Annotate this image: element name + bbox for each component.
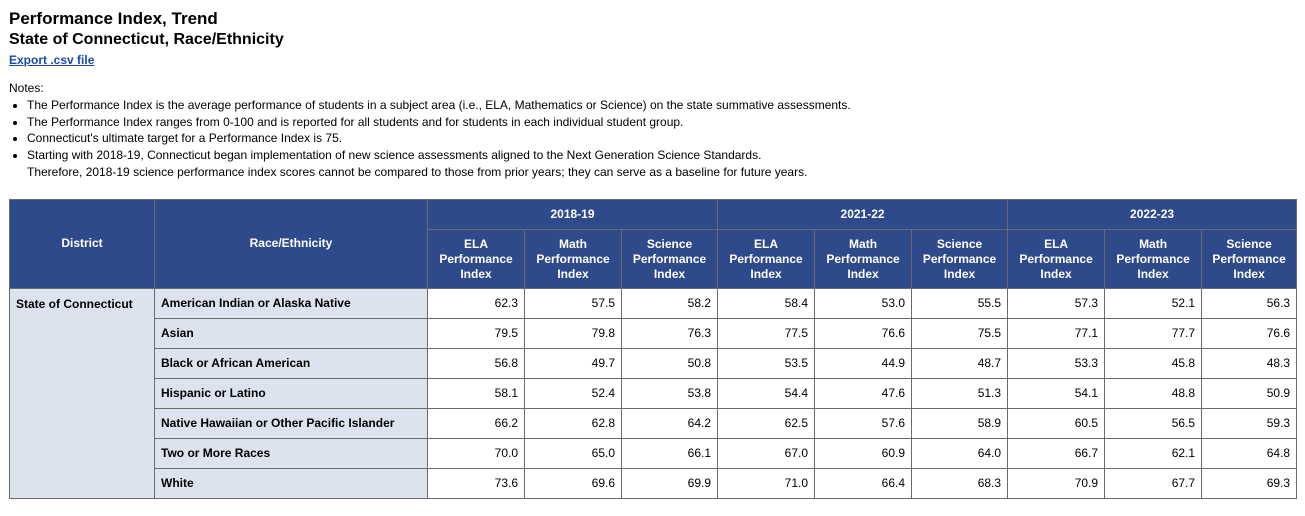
race-cell: Black or African American xyxy=(155,348,428,378)
table-row xyxy=(10,348,1297,378)
value-cell: 58.9 xyxy=(912,408,1008,438)
header-line: Performance xyxy=(729,251,803,266)
header-science-performance-index xyxy=(912,230,1008,288)
value-cell: 53.0 xyxy=(815,288,912,318)
value-cell: 58.1 xyxy=(428,378,525,408)
header-line: Science xyxy=(646,236,693,251)
notes-list xyxy=(9,97,1296,181)
header-year: 2022-23 xyxy=(1008,199,1297,230)
value-cell: 77.7 xyxy=(1105,318,1202,348)
header-district: District xyxy=(10,199,155,288)
value-cell: 69.6 xyxy=(525,468,622,498)
header-line: Index xyxy=(1137,266,1169,281)
value-cell: 57.3 xyxy=(1008,288,1105,318)
value-cell: 56.8 xyxy=(428,348,525,378)
value-cell: 59.3 xyxy=(1202,408,1297,438)
header-ela-performance-index xyxy=(1008,230,1105,288)
value-cell: 68.3 xyxy=(912,468,1008,498)
value-cell: 77.1 xyxy=(1008,318,1105,348)
note-text: Starting with 2018-19, Connecticut began implementation of new science assessments aligned to the Next Generation Science Standards. xyxy=(27,148,762,163)
header-math-performance-index xyxy=(1105,230,1202,288)
value-cell: 66.7 xyxy=(1008,438,1105,468)
header-year: 2018-19 xyxy=(428,199,718,230)
value-cell: 64.8 xyxy=(1202,438,1297,468)
value-cell: 76.6 xyxy=(1202,318,1297,348)
header-line: Performance xyxy=(1019,251,1093,266)
page-subtitle: State of Connecticut, Race/Ethnicity xyxy=(9,31,284,48)
value-cell: 75.5 xyxy=(912,318,1008,348)
header-math-performance-index xyxy=(525,230,622,288)
header-race-ethnicity: Race/Ethnicity xyxy=(155,199,428,288)
value-cell: 56.3 xyxy=(1202,288,1297,318)
value-cell: 52.4 xyxy=(525,378,622,408)
note-item: • Connecticut's ultimate target for a Performance Index is 75. xyxy=(27,130,1296,147)
value-cell: 65.0 xyxy=(525,438,622,468)
value-cell: 64.0 xyxy=(912,438,1008,468)
header-line: Performance xyxy=(922,251,997,266)
race-cell: American Indian or Alaska Native xyxy=(155,288,428,318)
header-line: Performance xyxy=(1212,251,1286,266)
value-cell: 57.6 xyxy=(815,408,912,438)
page-title: Performance Index, Trend xyxy=(9,9,218,28)
value-cell: 64.2 xyxy=(622,408,718,438)
header-line: Index xyxy=(1040,266,1072,281)
value-cell: 54.4 xyxy=(718,378,815,408)
note-item xyxy=(27,147,1296,181)
header-line: Index xyxy=(750,266,782,281)
value-cell: 62.3 xyxy=(428,288,525,318)
value-cell: 48.3 xyxy=(1202,348,1297,378)
value-cell: 56.5 xyxy=(1105,408,1202,438)
header-line: Index xyxy=(943,266,976,281)
header-line: Performance xyxy=(439,251,513,266)
table-row xyxy=(10,318,1297,348)
header-science-performance-index xyxy=(1202,230,1297,288)
value-cell: 79.8 xyxy=(525,318,622,348)
value-cell: 67.0 xyxy=(718,438,815,468)
value-cell: 73.6 xyxy=(428,468,525,498)
value-cell: 53.5 xyxy=(718,348,815,378)
header-line: Performance xyxy=(536,251,610,266)
race-cell: Native Hawaiian or Other Pacific Islander xyxy=(155,408,428,438)
header-line: Index xyxy=(653,266,686,281)
value-cell: 57.5 xyxy=(525,288,622,318)
header-math-performance-index xyxy=(815,230,912,288)
header-line: Index xyxy=(1233,266,1265,281)
value-cell: 66.2 xyxy=(428,408,525,438)
value-cell: 44.9 xyxy=(815,348,912,378)
value-cell: 58.4 xyxy=(718,288,815,318)
value-cell: 58.2 xyxy=(622,288,718,318)
value-cell: 66.1 xyxy=(622,438,718,468)
value-cell: 62.5 xyxy=(718,408,815,438)
district-cell: State of Connecticut xyxy=(10,288,155,498)
race-cell: Two or More Races xyxy=(155,438,428,468)
table-row xyxy=(10,378,1297,408)
header-science-performance-index xyxy=(622,230,718,288)
value-cell: 69.9 xyxy=(622,468,718,498)
value-cell: 69.3 xyxy=(1202,468,1297,498)
notes-section xyxy=(9,80,1296,181)
value-cell: 49.7 xyxy=(525,348,622,378)
header-year: 2021-22 xyxy=(718,199,1008,230)
header-line: Index xyxy=(557,266,589,281)
value-cell: 77.5 xyxy=(718,318,815,348)
value-cell: 48.8 xyxy=(1105,378,1202,408)
value-cell: 60.5 xyxy=(1008,408,1105,438)
table-row xyxy=(10,468,1297,498)
header-line: Math xyxy=(1139,236,1168,251)
note-text-continued: Therefore, 2018-19 science performance index scores cannot be compared to those from prior years; they can serve as a baseline for future years. xyxy=(27,164,808,179)
value-cell: 55.5 xyxy=(912,288,1008,318)
header-line: ELA xyxy=(754,236,779,251)
value-cell: 62.8 xyxy=(525,408,622,438)
value-cell: 54.1 xyxy=(1008,378,1105,408)
value-cell: 45.8 xyxy=(1105,348,1202,378)
race-cell: White xyxy=(155,468,428,498)
value-cell: 66.4 xyxy=(815,468,912,498)
value-cell: 71.0 xyxy=(718,468,815,498)
race-cell: Hispanic or Latino xyxy=(155,378,428,408)
value-cell: 62.1 xyxy=(1105,438,1202,468)
value-cell: 51.3 xyxy=(912,378,1008,408)
header-line: Science xyxy=(936,236,983,251)
value-cell: 53.8 xyxy=(622,378,718,408)
value-cell: 48.7 xyxy=(912,348,1008,378)
notes-title: Notes: xyxy=(9,81,44,95)
table-row xyxy=(10,408,1297,438)
header-ela-performance-index xyxy=(428,230,525,288)
race-cell: Asian xyxy=(155,318,428,348)
value-cell: 70.9 xyxy=(1008,468,1105,498)
value-cell: 50.8 xyxy=(622,348,718,378)
header-line: Performance xyxy=(632,251,707,266)
table-row xyxy=(10,288,1297,318)
note-item: • The Performance Index ranges from 0-100 and is reported for all students and for students in each individual student group. xyxy=(27,114,1296,131)
export-csv-link[interactable]: Export .csv file xyxy=(9,53,95,67)
header-line: Performance xyxy=(1116,251,1190,266)
performance-table xyxy=(9,199,1297,499)
note-item: • The Performance Index is the average performance of students in a subject area (i.e., ELA, Mathematics or Science) on the state summative assessments. xyxy=(27,97,1296,114)
value-cell: 70.0 xyxy=(428,438,525,468)
header-line: Science xyxy=(1226,236,1272,251)
header-line: Index xyxy=(847,266,879,281)
value-cell: 79.5 xyxy=(428,318,525,348)
table-row xyxy=(10,438,1297,468)
value-cell: 67.7 xyxy=(1105,468,1202,498)
header-line: ELA xyxy=(464,236,488,251)
header-ela-performance-index xyxy=(718,230,815,288)
value-cell: 53.3 xyxy=(1008,348,1105,378)
header-line: Index xyxy=(460,266,492,281)
value-cell: 52.1 xyxy=(1105,288,1202,318)
header-line: Math xyxy=(559,236,587,251)
header-line: Math xyxy=(849,236,878,251)
header-line: ELA xyxy=(1044,236,1069,251)
value-cell: 60.9 xyxy=(815,438,912,468)
value-cell: 76.6 xyxy=(815,318,912,348)
value-cell: 50.9 xyxy=(1202,378,1297,408)
value-cell: 76.3 xyxy=(622,318,718,348)
value-cell: 47.6 xyxy=(815,378,912,408)
header-line: Performance xyxy=(826,251,900,266)
